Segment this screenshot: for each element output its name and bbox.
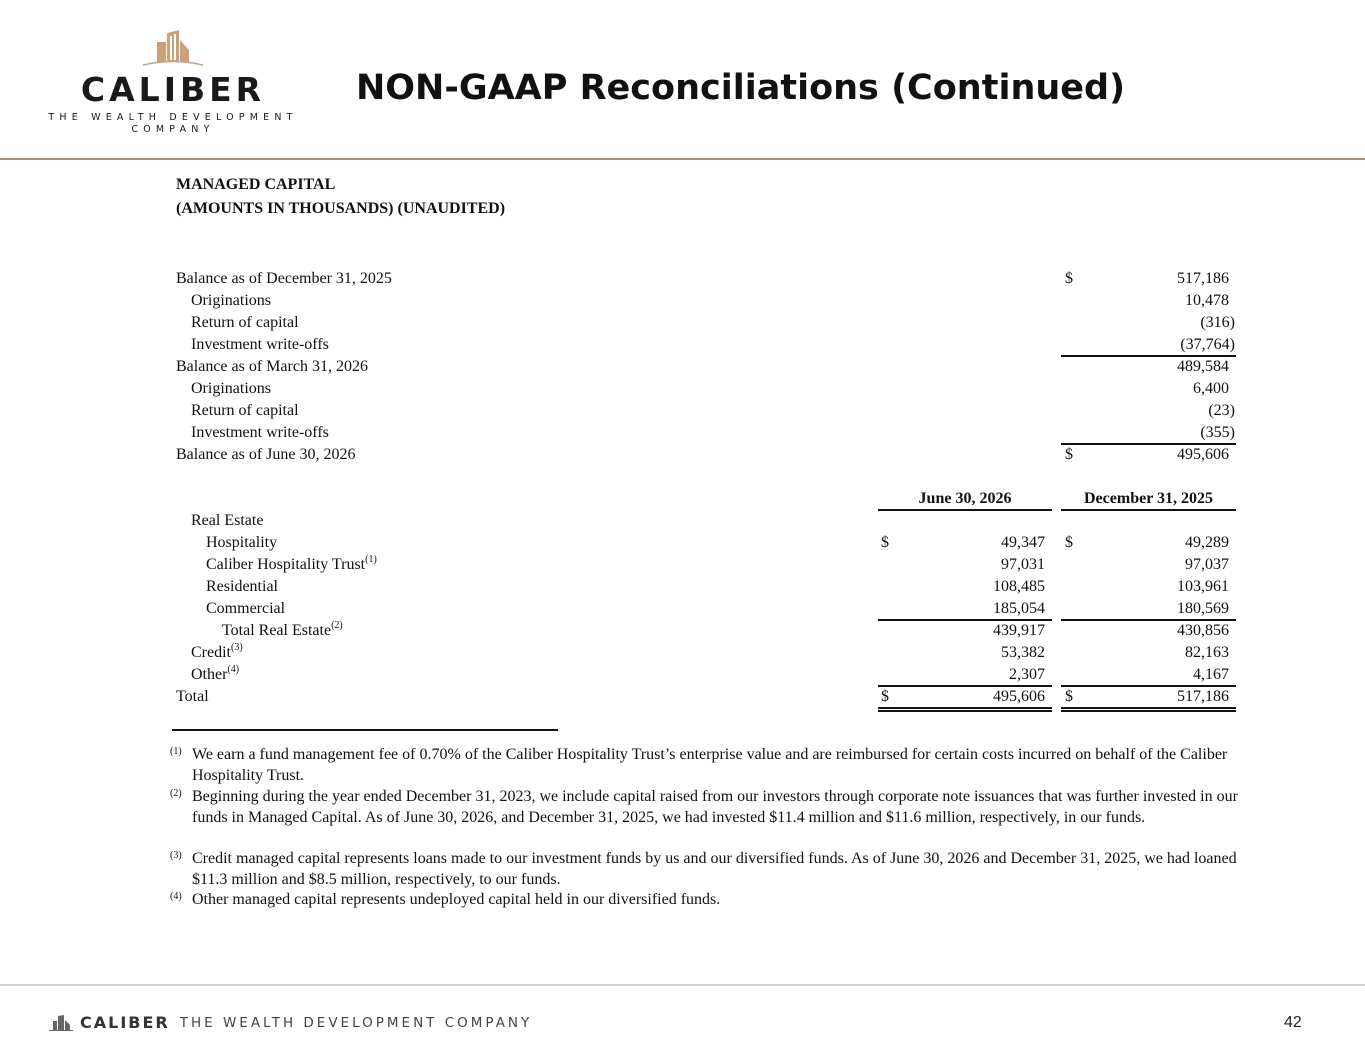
caliber-logo xyxy=(48,28,298,136)
section-heading: MANAGED CAPITAL xyxy=(176,176,336,193)
total-double-rule xyxy=(878,707,1052,709)
table-row-label: Total xyxy=(176,688,209,705)
column-header: June 30, 2026 xyxy=(918,490,1012,507)
rollforward-label: Return of capital xyxy=(191,402,299,419)
footnote-number: (2) xyxy=(170,788,182,799)
footer-divider xyxy=(0,984,1365,986)
table-cell: 517,186 xyxy=(1177,688,1229,705)
footnote-number: (4) xyxy=(170,891,182,902)
table-cell: 4,167 xyxy=(1193,666,1229,683)
footnote-text: We earn a fund management fee of 0.70% of the Caliber Hospitality Trust’s enterprise value and are reimbursed for certain costs incurred on behalf of the Caliber Hospitality Trust. xyxy=(192,746,1228,784)
dollar-sign: $ xyxy=(1065,688,1073,705)
table-row-label: Residential xyxy=(206,578,278,595)
footnote xyxy=(170,744,1240,786)
dollar-sign: $ xyxy=(1065,534,1073,551)
total-double-rule xyxy=(1061,710,1236,712)
dollar-sign: $ xyxy=(881,534,889,551)
footer-tagline: THE WEALTH DEVELOPMENT COMPANY xyxy=(179,1014,533,1031)
table-cell: 439,917 xyxy=(993,622,1045,639)
rollforward-value: (23) xyxy=(1208,402,1235,419)
rollforward-label: Originations xyxy=(191,292,271,309)
page-number: 42 xyxy=(1284,1014,1302,1031)
footnote-marker: (4) xyxy=(227,663,240,675)
table-row-label: Commercial xyxy=(206,600,286,617)
footnote-text: Beginning during the year ended December 31, 2023, we include capital raised from our investors through corporate note issuances that was further invested in our funds in Managed Capital. As of June 30, 2026, and December 31, 2025, we had invested $11.4 million and $11.6 million, respectively, in our funds. xyxy=(192,788,1238,826)
rollforward-label: Return of capital xyxy=(191,314,299,331)
table-row-label: Hospitality xyxy=(206,534,278,551)
building-logo-icon xyxy=(48,1014,74,1032)
table-row-label: Total Real Estate$^{(2)}$ xyxy=(222,619,343,639)
table-cell: 185,054 xyxy=(993,600,1045,617)
footer-logo xyxy=(48,1013,532,1032)
building-logo-icon xyxy=(141,28,205,68)
rollforward-value: (37,764) xyxy=(1180,336,1235,353)
rollforward-value: (316) xyxy=(1200,314,1235,331)
rollforward-label: Originations xyxy=(191,380,271,397)
dollar-sign: $ xyxy=(1065,446,1073,463)
table-cell: 49,347 xyxy=(1001,534,1045,551)
footnote-marker: (2) xyxy=(331,619,343,631)
header-divider xyxy=(0,158,1365,160)
footnote xyxy=(170,889,1240,910)
table-cell: 2,307 xyxy=(1009,666,1045,683)
table-cell: 495,606 xyxy=(993,688,1045,705)
header-rule xyxy=(878,509,1052,511)
table-cell: 430,856 xyxy=(1177,622,1229,639)
rollforward-value: 489,584 xyxy=(1177,358,1229,375)
table-cell: 49,289 xyxy=(1185,534,1229,551)
rollforward-label: Investment write-offs xyxy=(191,424,329,441)
table-cell: 97,037 xyxy=(1185,556,1229,573)
rollforward-label: Balance as of December 31, 2025 xyxy=(176,270,392,287)
footnote xyxy=(170,848,1240,890)
page-title: NON-GAAP Reconciliations (Continued) xyxy=(356,68,1126,108)
rollforward-value: 517,186 xyxy=(1177,270,1229,287)
rollforward-value: 10,478 xyxy=(1185,292,1229,309)
rollforward-label: Investment write-offs xyxy=(191,336,329,353)
rollforward-value: 495,606 xyxy=(1177,446,1229,463)
header-rule xyxy=(1061,509,1236,511)
table-row-label: Credit$^{(3)}$ xyxy=(191,641,243,661)
dollar-sign: $ xyxy=(1065,270,1073,287)
logo-tagline: THE WEALTH DEVELOPMENT COMPANY xyxy=(48,112,298,135)
total-double-rule xyxy=(1061,707,1236,709)
footnote xyxy=(170,786,1240,828)
logo-brand: CALIBER xyxy=(80,70,266,109)
footnote-marker: (3) xyxy=(231,641,243,653)
section-subheading: (AMOUNTS IN THOUSANDS) (UNAUDITED) xyxy=(176,200,506,217)
rollforward-value: 6,400 xyxy=(1193,380,1229,397)
column-header: December 31, 2025 xyxy=(1084,490,1213,507)
rollforward-value: (355) xyxy=(1200,424,1235,441)
table-cell: 97,031 xyxy=(1001,556,1045,573)
table-row-label: Real Estate xyxy=(191,512,264,529)
dollar-sign: $ xyxy=(881,688,889,705)
footnote-text: Credit managed capital represents loans made to our investment funds by us and our diversified funds. As of June 30, 2026 and December 31, 2025, we had loaned $11.3 million and $8.5 million, respectively, to our funds. xyxy=(192,850,1237,888)
total-double-rule xyxy=(878,710,1052,712)
footnote-number: (3) xyxy=(170,850,182,861)
table-cell: 103,961 xyxy=(1177,578,1229,595)
table-row-label: Other$^{(4)}$ xyxy=(191,663,240,683)
footnote-text: Other managed capital represents undeployed capital held in our diversified funds. xyxy=(192,891,721,908)
footer-brand: CALIBER xyxy=(80,1013,170,1032)
table-cell: 108,485 xyxy=(993,578,1045,595)
table-row-label: Caliber Hospitality Trust$^{(1)}$ xyxy=(206,553,377,573)
rollforward-label: Balance as of March 31, 2026 xyxy=(176,358,368,375)
footnote-marker: (1) xyxy=(365,553,377,565)
rollforward-label: Balance as of June 30, 2026 xyxy=(176,446,356,463)
table-cell: 82,163 xyxy=(1185,644,1229,661)
footnote-number: (1) xyxy=(170,746,182,757)
table-cell: 180,569 xyxy=(1177,600,1229,617)
footnote-separator xyxy=(172,729,558,731)
table-cell: 53,382 xyxy=(1001,644,1045,661)
